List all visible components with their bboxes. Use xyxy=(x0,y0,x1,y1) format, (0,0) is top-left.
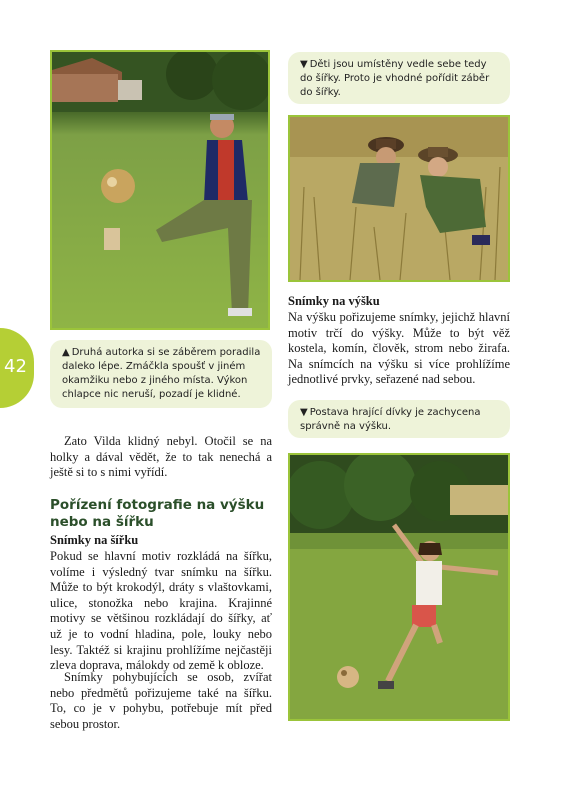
caption-top-right-text: Děti jsou umístěny vedle sebe tedy do šířky. Proto je vhodné pořídit záběr do šířky. xyxy=(300,59,490,98)
subheading-landscape: Snímky na šířku xyxy=(50,533,139,547)
section-heading: Pořízení fotografie na výšku nebo na šířku xyxy=(50,497,265,530)
children-in-grass-photo xyxy=(288,115,510,282)
intro-paragraph: Zato Vilda klidný nebyl. Otočil se na holky a dával vědět, že to tak nenechá a ještě si to s nimi vyřídí. xyxy=(50,434,272,480)
boy-kicking-ball-photo xyxy=(50,50,270,330)
girl-playing-football-photo xyxy=(288,453,510,721)
caption-right-middle-text: Postava hrající dívky je zachycena správně na výšku. xyxy=(300,407,481,432)
caption-left xyxy=(50,340,272,408)
caption-top-right xyxy=(288,52,510,104)
page-number: 42 xyxy=(4,356,27,377)
girl-playing-football-illustration xyxy=(290,455,508,719)
landscape-paragraph-2: Snímky pohybujících se osob, zvířat nebo předmětů pořizujeme také na šířku. To, co je v pohybu, potřebuje mít před sebou prostor. xyxy=(50,670,272,731)
boy-kicking-ball-illustration xyxy=(52,52,268,328)
triangle-up-icon: ▲ xyxy=(62,347,70,358)
portrait-paragraph: Na výšku pořizujeme snímky, jejichž hlavní motiv trčí do výšky. Může to být věž kostela, komín, člověk, strom nebo žirafa. Na snímcích na výšku si více prohlížíme jednotlivé prvky, seřazené nad sebou. xyxy=(288,310,510,387)
children-in-grass-illustration xyxy=(290,117,508,280)
triangle-down-icon: ▼ xyxy=(300,59,308,70)
caption-left-text: Druhá autorka si se záběrem poradila daleko lépe. Zmáčkla spoušť v jiném okamžiku nebo z jiného místa. Výkon chlapce nic neruší, pozadí je klidné. xyxy=(62,347,261,400)
caption-right-middle xyxy=(288,400,510,438)
subheading-portrait: Snímky na výšku xyxy=(288,294,380,308)
landscape-paragraph-1: Pokud se hlavní motiv rozkládá na šířku, volíme i výsledný tvar snímku na šířku. Může to být krokodýl, dráty s vlaštovkami, ulice, stonožka nebo krajina. Krajinné motivy se většinou rozkládají do šířky, ať už je to vodní hladina, pole, louky nebo lesy. Taktéž si krajinu prohlížíme nejčastěji zleva doprava, málokdy od země k obloze. xyxy=(50,549,272,673)
triangle-down-icon: ▼ xyxy=(300,407,308,418)
